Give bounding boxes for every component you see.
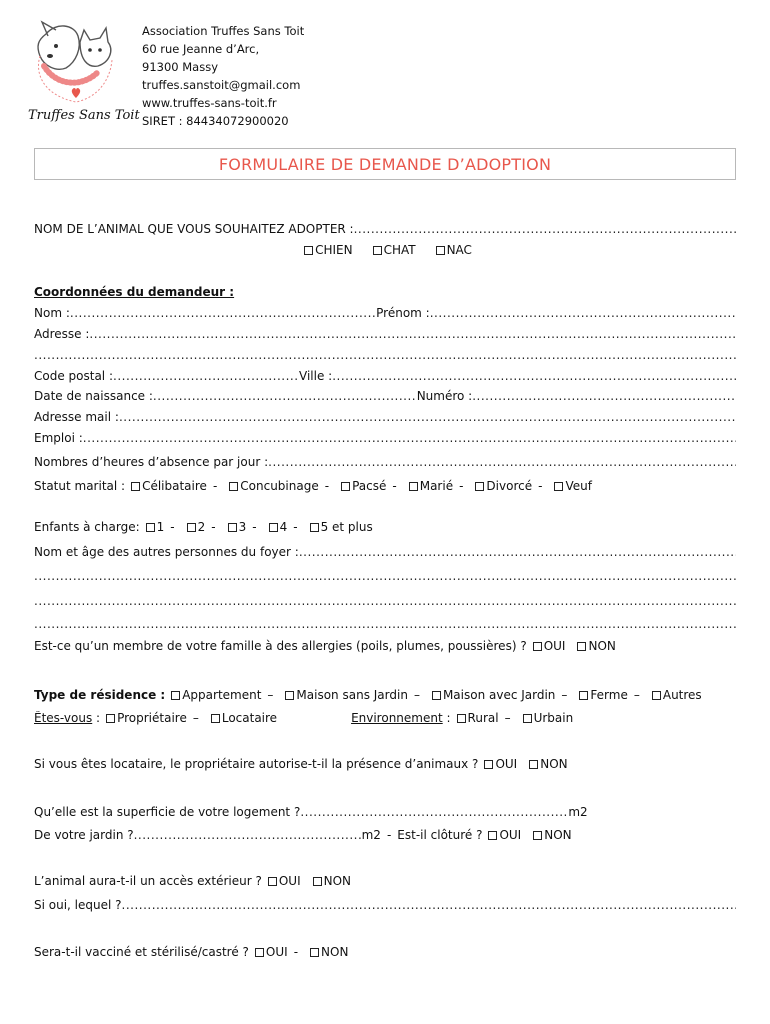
superficie-unit: m2 xyxy=(568,805,588,819)
locataire-label: Si vous êtes locataire, le propriétaire autorise-t-il la présence d’animaux ? xyxy=(34,757,479,771)
statut-label: Statut marital : xyxy=(34,479,126,493)
checkbox[interactable] xyxy=(187,523,196,532)
option-divorce[interactable]: Divorcé xyxy=(469,479,532,493)
cloture-label: Est-il clôturé ? xyxy=(397,828,483,842)
nom-prenom-row[interactable] xyxy=(34,306,736,320)
option-autres[interactable]: Autres xyxy=(646,688,702,702)
residence-label: Type de résidence : xyxy=(34,688,166,702)
heures-absence-label: Nombres d’heures d’absence par jour : xyxy=(34,455,269,469)
option-ferme[interactable]: Ferme xyxy=(573,688,627,702)
checkbox[interactable] xyxy=(409,482,418,491)
option-maison-sans-jardin[interactable]: Maison sans Jardin xyxy=(279,688,408,702)
statut-marital-row: Statut marital : Célibataire - Concubinage - Pacsé - Marié - Divorcé - Veuf xyxy=(34,479,592,493)
exterieur-label: L’animal aura-t-il un accès extérieur ? xyxy=(34,874,262,888)
option-pacse[interactable]: Pacsé xyxy=(335,479,386,493)
vaccine-label: Sera-t-il vacciné et stérilisé/castré ? xyxy=(34,945,249,959)
checkbox[interactable] xyxy=(268,877,277,886)
foyer-line-4[interactable] xyxy=(34,617,736,631)
org-email: truffes.sanstoit@gmail.com xyxy=(142,78,301,92)
checkbox[interactable] xyxy=(373,246,382,255)
org-address xyxy=(142,22,304,130)
option-locataire-oui[interactable]: OUI xyxy=(478,757,517,771)
jardin-row: De votre jardin ? ..... m2 - Est-il clôturé ? OUI NON xyxy=(34,828,736,842)
adresse-mail-row[interactable] xyxy=(34,410,736,424)
option-chien[interactable]: CHIEN xyxy=(298,243,353,257)
nom-label: Nom : xyxy=(34,306,70,320)
foyer-line-3[interactable] xyxy=(34,594,736,608)
checkbox[interactable] xyxy=(484,760,493,769)
letterhead xyxy=(26,16,746,131)
animal-name-field[interactable] xyxy=(34,222,736,236)
option-veuf[interactable]: Veuf xyxy=(548,479,592,493)
animal-type-options xyxy=(34,243,736,257)
numero-label: Numéro : xyxy=(416,389,473,403)
option-chat[interactable]: CHAT xyxy=(367,243,416,257)
option-exterieur-non[interactable]: NON xyxy=(307,874,351,888)
foyer-row[interactable] xyxy=(34,545,736,559)
animal-name-label: NOM DE L’ANIMAL QUE VOUS SOUHAITEZ ADOPTER : xyxy=(34,222,354,236)
emploi-label: Emploi : xyxy=(34,431,83,445)
option-cloture-non[interactable]: NON xyxy=(527,828,571,842)
adresse-continued-row[interactable] xyxy=(34,348,736,362)
exterieur-row xyxy=(34,874,736,888)
option-marie[interactable]: Marié xyxy=(403,479,453,493)
option-proprietaire[interactable]: Propriétaire xyxy=(100,711,187,725)
enfants-row: Enfants à charge: 1 - 2 - 3 - 4 - 5 et plus xyxy=(34,520,373,534)
option-rural[interactable]: Rural xyxy=(451,711,499,725)
checkbox[interactable] xyxy=(457,714,466,723)
option-celibataire[interactable]: Célibataire xyxy=(125,479,207,493)
code-postal-label: Code postal : xyxy=(34,369,113,383)
checkbox[interactable] xyxy=(341,482,350,491)
option-allergies-oui[interactable]: OUI xyxy=(527,639,566,653)
allergies-row xyxy=(34,639,736,653)
option-maison-avec-jardin[interactable]: Maison avec Jardin xyxy=(426,688,555,702)
prenom-label: Prénom : xyxy=(376,306,430,320)
option-cloture-oui[interactable]: OUI xyxy=(482,828,521,842)
checkbox[interactable] xyxy=(310,523,319,532)
checkbox[interactable] xyxy=(146,523,155,532)
checkbox[interactable] xyxy=(432,691,441,700)
checkbox[interactable] xyxy=(304,246,313,255)
code-postal-ville-row[interactable] xyxy=(34,369,736,383)
option-enfants-3[interactable]: 3 xyxy=(222,520,247,534)
checkbox[interactable] xyxy=(229,482,238,491)
naissance-numero-row[interactable] xyxy=(34,389,736,403)
checkbox[interactable] xyxy=(652,691,661,700)
checkbox[interactable] xyxy=(131,482,140,491)
checkbox[interactable] xyxy=(269,523,278,532)
checkbox[interactable] xyxy=(171,691,180,700)
checkbox[interactable] xyxy=(554,482,563,491)
jardin-unit: m2 xyxy=(361,828,381,842)
checkbox[interactable] xyxy=(255,948,264,957)
checkbox[interactable] xyxy=(313,877,322,886)
org-city: 91300 Massy xyxy=(142,60,218,74)
enfants-label: Enfants à charge: xyxy=(34,520,140,534)
logo-text: Truffes Sans Toit xyxy=(28,108,140,123)
foyer-label: Nom et âge des autres personnes du foyer : xyxy=(34,545,299,559)
heures-absence-row[interactable] xyxy=(34,455,736,469)
residence-row: Type de résidence : Appartement – Maison sans Jardin – Maison avec Jardin – Ferme – Autres xyxy=(34,688,702,702)
option-appartement[interactable]: Appartement xyxy=(165,688,261,702)
title-box xyxy=(34,148,736,180)
coords-heading: Coordonnées du demandeur : xyxy=(34,285,235,299)
adresse-mail-label: Adresse mail : xyxy=(34,410,119,424)
org-name: Association Truffes Sans Toit xyxy=(142,24,305,38)
checkbox[interactable] xyxy=(533,642,542,651)
checkbox[interactable] xyxy=(211,714,220,723)
option-concubinage[interactable]: Concubinage xyxy=(223,479,318,493)
locataire-row xyxy=(34,757,736,771)
option-locataire-non[interactable]: NON xyxy=(523,757,567,771)
option-enfants-2[interactable]: 2 xyxy=(181,520,206,534)
checkbox[interactable] xyxy=(529,760,538,769)
emploi-row[interactable] xyxy=(34,431,736,445)
vaccine-row: Sera-t-il vacciné et stérilisé/castré ? OUI - NON xyxy=(34,945,349,959)
option-enfants-5-plus[interactable]: 5 et plus xyxy=(304,520,373,534)
coords-heading-row xyxy=(34,285,736,299)
checkbox[interactable] xyxy=(436,246,445,255)
environnement-label: Environnement xyxy=(351,711,443,725)
checkbox[interactable] xyxy=(285,691,294,700)
option-enfants-4[interactable]: 4 xyxy=(263,520,288,534)
option-exterieur-oui[interactable]: OUI xyxy=(262,874,301,888)
checkbox[interactable] xyxy=(310,948,319,957)
org-website: www.truffes-sans-toit.fr xyxy=(142,96,277,110)
org-street: 60 rue Jeanne d’Arc, xyxy=(142,42,260,56)
option-nac[interactable]: NAC xyxy=(430,243,472,257)
checkbox[interactable] xyxy=(488,831,497,840)
checkbox[interactable] xyxy=(475,482,484,491)
superficie-row[interactable] xyxy=(34,805,736,819)
etes-vous-row: Êtes-vous : Propriétaire – Locataire Environnement : Rural – Urbain xyxy=(34,711,574,725)
ville-label: Ville : xyxy=(299,369,333,383)
etes-vous-label: Êtes-vous xyxy=(34,711,93,725)
date-naissance-label: Date de naissance : xyxy=(34,389,153,403)
foyer-line-2[interactable] xyxy=(34,569,736,583)
lequel-label: Si oui, lequel ? xyxy=(34,898,122,912)
superficie-label: Qu’elle est la superficie de votre logement ? xyxy=(34,805,301,819)
allergies-label: Est-ce qu’un membre de votre famille à des allergies (poils, plumes, poussières) ? xyxy=(34,639,527,653)
org-siret: SIRET : 84434072900020 xyxy=(142,114,289,128)
option-vaccine-non[interactable]: NON xyxy=(304,945,348,959)
checkbox[interactable] xyxy=(523,714,532,723)
checkbox[interactable] xyxy=(533,831,542,840)
option-locataire[interactable]: Locataire xyxy=(205,711,277,725)
option-vaccine-oui[interactable]: OUI xyxy=(249,945,288,959)
adresse-label: Adresse : xyxy=(34,327,90,341)
option-allergies-non[interactable]: NON xyxy=(571,639,615,653)
option-urbain[interactable]: Urbain xyxy=(517,711,574,725)
lequel-row[interactable] xyxy=(34,898,736,912)
checkbox[interactable] xyxy=(106,714,115,723)
jardin-label: De votre jardin ? xyxy=(34,828,134,842)
adresse-row[interactable] xyxy=(34,327,736,341)
checkbox[interactable] xyxy=(228,523,237,532)
checkbox[interactable] xyxy=(577,642,586,651)
option-enfants-1[interactable]: 1 xyxy=(140,520,165,534)
form-title: FORMULAIRE DE DEMANDE D’ADOPTION xyxy=(218,154,552,174)
checkbox[interactable] xyxy=(579,691,588,700)
